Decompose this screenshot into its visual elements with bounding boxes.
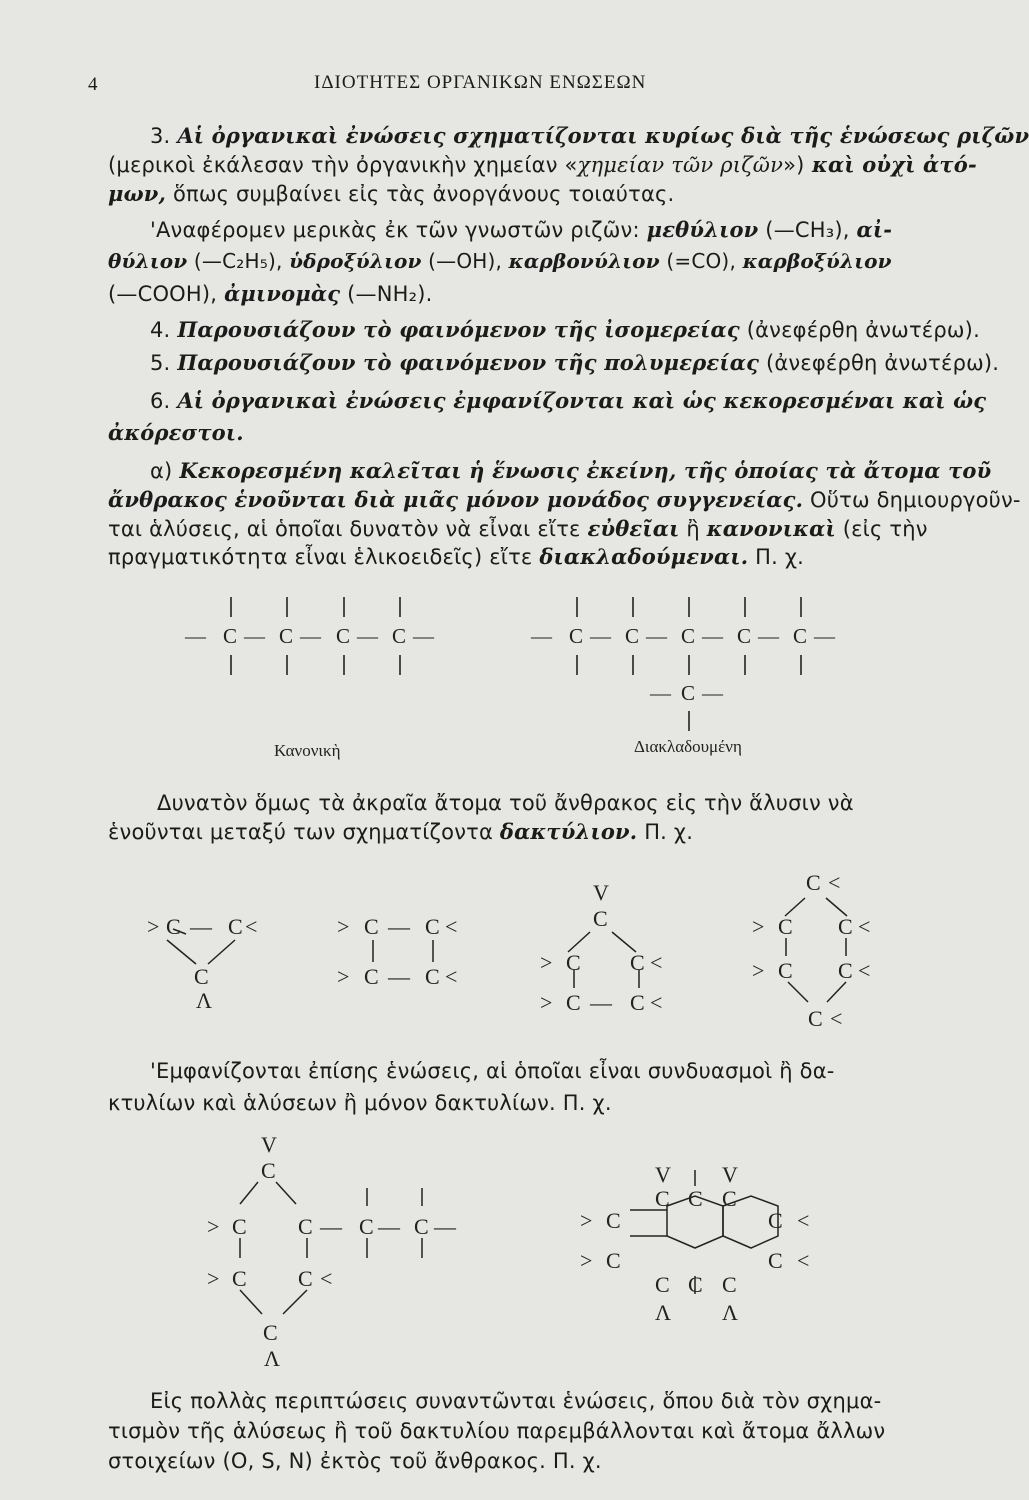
valence-up: Λ xyxy=(196,988,212,1013)
valence-lt: < xyxy=(797,1208,810,1233)
bond-dash: — xyxy=(378,1214,400,1239)
pa-text2: Οὕτω δημιουργοῦν- xyxy=(803,488,1021,512)
p4-text: (ἀνεφέρθη ἀνωτέρω). xyxy=(739,318,980,342)
root-methyl-formula: (—CH₃), xyxy=(758,218,857,242)
p6-emph: Αἱ ὀργανικαὶ ἐνώσεις ἐμφανίζονται καὶ ὡς κεκορεσμέναι καὶ ὡς xyxy=(177,388,987,413)
p5-line xyxy=(150,350,999,376)
running-title: ΙΔΙΟΤΗΤΕΣ ΟΡΓΑΝΙΚΩΝ ΕΝΩΣΕΩΝ xyxy=(314,72,647,93)
pa-line3 xyxy=(108,516,928,542)
atom-c: C xyxy=(681,624,696,648)
valence-up: Λ xyxy=(655,1300,671,1325)
root-carbonyl: καρβονύλιον xyxy=(508,249,660,273)
valence-gt: > xyxy=(147,914,160,939)
p3-line1 xyxy=(150,123,1029,149)
p6-line1 xyxy=(150,388,986,414)
atom-c: C xyxy=(655,1186,670,1211)
roots-line2 xyxy=(108,248,892,274)
bond-dash: — xyxy=(702,681,723,705)
pa-emph2: ἄνθρακος ἑνοῦνται διὰ μιᾶς μόνον μονάδος συγγενείας. xyxy=(108,487,804,512)
atom-c: C xyxy=(625,624,640,648)
pa-emph: Κεκορεσμένη καλεῖται ἡ ἕνωσις ἐκείνη, τῆς ὁποίας τὰ ἄτομα τοῦ xyxy=(179,458,992,483)
atom-c: C xyxy=(279,624,294,648)
branched-chain-label: Διακλαδουμένη xyxy=(634,737,742,756)
valence-down: V xyxy=(655,1162,671,1187)
atom-c: C xyxy=(425,914,440,939)
pa-text4: πραγματικότητα εἶναι ἑλικοειδεῖς) εἴτε xyxy=(108,545,540,569)
atom-c: C xyxy=(364,964,379,989)
valence-gt: > xyxy=(337,914,350,939)
bond-dash: — xyxy=(388,914,410,939)
bond xyxy=(568,932,590,952)
atom-c: C xyxy=(681,681,696,705)
root-ethyl-start: αἰ- xyxy=(856,217,893,242)
p3-l3-text: ὅπως συμβαίνει εἰς τὰς ἀνοργάνους τοιαύτας. xyxy=(166,182,675,206)
atom-c: C xyxy=(566,950,581,975)
bond-dash: — xyxy=(702,624,723,648)
atom-c: C xyxy=(359,1214,374,1239)
bond xyxy=(240,1290,262,1314)
normal-chain-label: Κανονικὴ xyxy=(274,741,341,760)
pa-line1 xyxy=(150,458,991,484)
p6-line2 xyxy=(108,420,244,446)
atom-c: C xyxy=(425,964,440,989)
atom-c: C xyxy=(261,1158,276,1183)
root-amine-formula: (—NH₂). xyxy=(340,282,433,306)
atom-c: C xyxy=(606,1208,621,1233)
valence-gt: > xyxy=(540,950,553,975)
pa-straight: εὐθεῖαι xyxy=(587,516,680,541)
atom-c: C xyxy=(298,1266,313,1291)
valence-lt: < xyxy=(650,950,663,975)
atom-c: C xyxy=(630,950,645,975)
bond xyxy=(240,1182,258,1204)
atom-c: C xyxy=(722,1272,737,1297)
valence-lt: < xyxy=(797,1248,810,1273)
atom-c: C xyxy=(364,914,379,939)
roots-line3 xyxy=(108,281,433,307)
pa-text3b: (εἰς τὴν xyxy=(835,517,928,541)
valence-lt: < xyxy=(858,958,871,983)
bond xyxy=(788,982,808,1002)
bond-dash: — xyxy=(646,624,667,648)
valence-gt: > xyxy=(337,964,350,989)
atom-c: C xyxy=(793,624,808,648)
bond xyxy=(208,940,235,964)
atom-c: C xyxy=(298,1214,313,1239)
bond xyxy=(827,982,846,1002)
valence-lt: < xyxy=(320,1266,333,1291)
p5-num: 5. xyxy=(150,351,178,375)
bond-dash: — xyxy=(590,624,611,648)
roots-intro: 'Αναφέρομεν μερικὰς ἐκ τῶν γνωστῶν ριζῶν: xyxy=(150,218,647,242)
bond-dash: — xyxy=(758,624,779,648)
page-number: 4 xyxy=(88,74,98,95)
rings-eg: Π. χ. xyxy=(637,820,694,844)
valence-lt: < xyxy=(245,914,258,939)
valence-lt: < xyxy=(858,914,871,939)
combined-atoms xyxy=(207,1132,809,1371)
chain-bonds xyxy=(231,597,801,731)
atom-c: C xyxy=(768,1248,783,1273)
p5-text: (ἀνεφέρθη ἀνωτέρω). xyxy=(759,351,1000,375)
atom-c: C xyxy=(722,1186,737,1211)
pa-or: ἢ xyxy=(679,517,707,541)
valence-lt: < xyxy=(830,1006,843,1031)
rings-line2 xyxy=(108,819,693,845)
valence-gt: > xyxy=(752,914,765,939)
ring-bonds xyxy=(167,898,847,1002)
atom-c: C xyxy=(232,1214,247,1239)
p3-num: 3. xyxy=(150,124,178,148)
ring-atoms xyxy=(147,870,870,1031)
valence-lt: < xyxy=(445,964,458,989)
valence-gt: > xyxy=(752,958,765,983)
pa-normal: κανονικαὶ xyxy=(706,516,836,541)
p3-emph: Αἱ ὀργανικαὶ ἐνώσεις σχηματίζονται κυρίως διὰ τῆς ἑνώσεως ριζῶν xyxy=(177,123,1029,148)
p6-num: 6. xyxy=(150,389,178,413)
root-methyl: μεθύλιον xyxy=(646,217,759,242)
bond-dash: — xyxy=(650,681,671,705)
root-carboxyl: καρβοξύλιον xyxy=(742,249,892,273)
p4-emph: Παρουσιάζουν τὸ φαινόμενον τῆς ἰσομερείας xyxy=(177,317,740,342)
valence-down: V xyxy=(722,1162,738,1187)
pa-text3: ται ἁλύσεις, αἱ ὁποῖαι δυνατὸν νὰ εἶναι εἴτε xyxy=(108,517,588,541)
pa-label: α) xyxy=(150,459,180,483)
atom-c: C xyxy=(838,958,853,983)
valence-gt: > xyxy=(540,990,553,1015)
atom-c: C xyxy=(263,1320,278,1345)
atom-c: C xyxy=(414,1214,429,1239)
atom-c: C xyxy=(655,1272,670,1297)
atom-c: C xyxy=(593,906,608,931)
p3-l3-emph: μων, xyxy=(108,181,167,206)
root-carboxyl-formula: (—COOH), xyxy=(108,282,225,306)
p3-line3 xyxy=(108,181,674,207)
p3-l2-emph: καὶ οὐχὶ ἀτό- xyxy=(804,152,977,177)
pa-line4 xyxy=(108,544,804,570)
bond-dash: — xyxy=(357,624,378,648)
ring-term: δακτύλιον. xyxy=(499,819,638,844)
root-hydroxyl: ὑδροξύλιον xyxy=(289,249,422,273)
root-ethyl-formula: (—C₂H₅), xyxy=(187,249,290,273)
bond-dash: — xyxy=(190,914,212,939)
bond-dash: — xyxy=(413,624,434,648)
valence-gt: > xyxy=(207,1214,220,1239)
atom-c: C xyxy=(606,1248,621,1273)
combined-line1: 'Εμφανίζονται ἐπίσης ἑνώσεις, αἱ ὁποῖαι εἶναι συνδυασμοὶ ἢ δα- xyxy=(150,1059,835,1083)
bond-dash: — xyxy=(531,624,552,648)
atom-c: C xyxy=(228,914,243,939)
bond-dash: — xyxy=(320,1214,342,1239)
p3-line2 xyxy=(108,152,977,178)
p5-emph: Παρουσιάζουν τὸ φαινόμενον τῆς πολυμερείας xyxy=(177,350,760,375)
pa-line2 xyxy=(108,487,1021,513)
p4-line xyxy=(150,317,980,343)
p6-emph-end: ἀκόρεστοι. xyxy=(108,420,244,445)
atom-c: C xyxy=(778,914,793,939)
hetero-line2: τισμὸν τῆς ἁλύσεως ἢ τοῦ δακτυλίου παρεμβάλλονται καὶ ἄτομα ἄλλων xyxy=(108,1419,886,1443)
bond-dash: — xyxy=(300,624,321,648)
hetero-line1: Εἰς πολλὰς περιπτώσεις συναντῶνται ἑνώσεις, ὅπου διὰ τὸν σχημα- xyxy=(150,1389,882,1413)
bond xyxy=(612,932,636,952)
atom-c: C xyxy=(566,990,581,1015)
bond-dash: — xyxy=(244,624,265,648)
root-amine: ἀμινομὰς xyxy=(224,281,341,306)
valence-down: V xyxy=(593,880,609,905)
combined-line2: κτυλίων καὶ ἁλύσεων ἢ μόνον δακτυλίων. Π. χ. xyxy=(108,1091,612,1115)
pa-eg: Π. χ. xyxy=(748,545,805,569)
roots-line1 xyxy=(150,217,892,243)
p3-quote: χημείαν τῶν ριζῶν xyxy=(577,153,784,177)
root-hydroxyl-formula: (—OH), xyxy=(421,249,509,273)
atom-c: C xyxy=(194,964,209,989)
atom-c: C xyxy=(768,1208,783,1233)
chain-figures xyxy=(0,585,952,775)
valence-gt: > xyxy=(580,1248,593,1273)
valence-gt: > xyxy=(580,1208,593,1233)
atom-c: C xyxy=(569,624,584,648)
bond-dash: — xyxy=(185,624,206,648)
bond xyxy=(283,1290,307,1314)
rings-line1: Δυνατὸν ὅμως τὰ ἀκραῖα ἄτομα τοῦ ἄνθρακος εἰς τὴν ἅλυσιν νὰ xyxy=(157,791,854,815)
atom-c: C xyxy=(688,1272,703,1297)
valence-lt: < xyxy=(650,990,663,1015)
atom-c: C xyxy=(688,1186,703,1211)
atom-c: C xyxy=(806,870,821,895)
pa-branched: διακλαδούμεναι. xyxy=(539,544,749,569)
atom-c: C xyxy=(392,624,407,648)
root-ethyl-end: θύλιον xyxy=(108,249,188,273)
combined-figures xyxy=(0,1130,952,1380)
chain-atoms xyxy=(184,624,836,705)
valence-up: Λ xyxy=(722,1300,738,1325)
bond-dash: — xyxy=(590,990,612,1015)
rings-text: ἑνοῦνται μεταξύ των σχηματίζοντα xyxy=(108,820,500,844)
p3-l2-text: (μερικοὶ ἐκάλεσαν τὴν ὀργανικὴν χημείαν « xyxy=(108,153,578,177)
atom-c: C xyxy=(166,914,181,939)
valence-gt: > xyxy=(207,1266,220,1291)
p4-num: 4. xyxy=(150,318,178,342)
atom-c: C xyxy=(808,1006,823,1031)
atom-c: C xyxy=(778,958,793,983)
atom-c: C xyxy=(223,624,238,648)
atom-c: C xyxy=(737,624,752,648)
valence-down: V xyxy=(261,1132,277,1157)
ring-figures xyxy=(0,860,952,1050)
bond-dash: — xyxy=(388,964,410,989)
valence-lt: < xyxy=(828,870,841,895)
atom-c: C xyxy=(838,914,853,939)
p3-l2-close: ») xyxy=(783,153,805,177)
bond xyxy=(276,1182,296,1204)
root-carbonyl-formula: (=CO), xyxy=(659,249,743,273)
hetero-line3: στοιχείων (O, S, N) ἐκτὸς τοῦ ἄνθρακος. Π. χ. xyxy=(108,1449,602,1473)
valence-lt: < xyxy=(445,914,458,939)
atom-c: C xyxy=(232,1266,247,1291)
bond xyxy=(167,940,196,964)
bond-dash: — xyxy=(814,624,835,648)
atom-c: C xyxy=(630,990,645,1015)
bond-dash: — xyxy=(434,1214,456,1239)
valence-up: Λ xyxy=(264,1346,280,1371)
atom-c: C xyxy=(336,624,351,648)
